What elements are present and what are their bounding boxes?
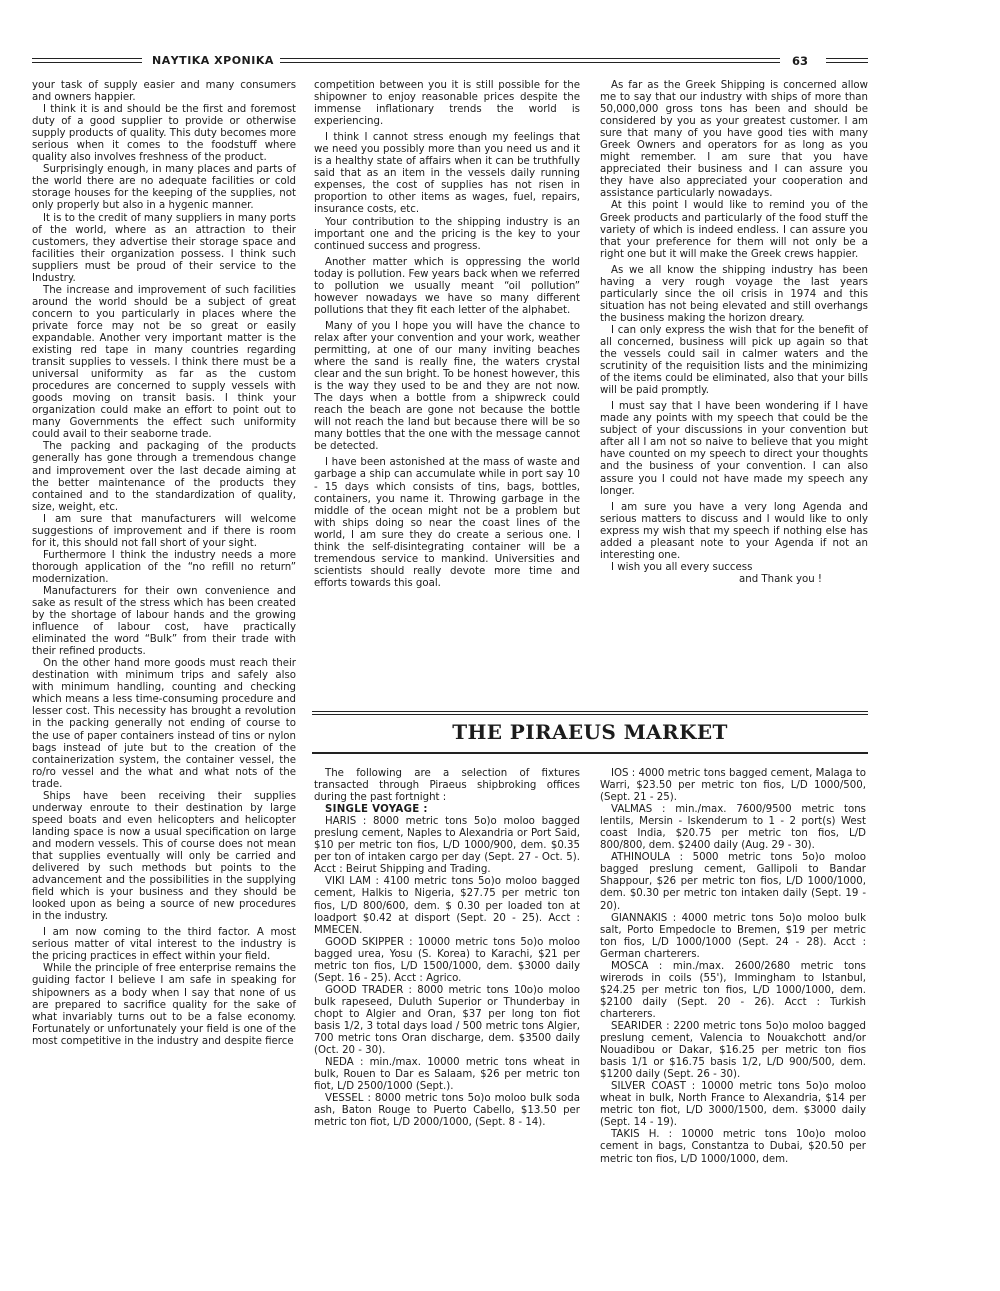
article-column-3 bbox=[600, 80, 868, 586]
paragraph: I think I cannot stress enough my feelings that we need you possibly more than you need us and it is a healthy state of affairs when it can be truthfully said that as an item in the vessels daily running expenses, the cost of supplies has not risen in proportion to other items as wages, fuel, repairs, insurance costs, etc. bbox=[314, 132, 580, 216]
piraeus-column-left bbox=[314, 768, 580, 1129]
fixture-entry: NEDA : min./max. 10000 metric tons wheat in bulk, Rouen to Dar es Salaam, $26 per metric ton fiot, L/D 2500/1000 (Sept.). bbox=[314, 1057, 580, 1093]
paragraph: The packing and packaging of the products generally has gone through a tremendous change and improvement over the last decade aiming at the better maintenance of the products they contained and to the standardization of quality, size, weight, etc. bbox=[32, 441, 296, 513]
section-subheading: SINGLE VOYAGE : bbox=[325, 804, 428, 816]
piraeus-column-right bbox=[600, 768, 866, 1166]
magazine-title: ΝΑΥΤΙΚΑ ΧΡΟΝΙΚΑ bbox=[152, 54, 274, 67]
paragraph: At this point I would like to remind you of the Greek products and particularly of the food stuff the variety of which is indeed endless. I can assure you that your preference for them will not only be a right one but it will make the Greek crews happier. bbox=[600, 200, 868, 260]
fixture-entry: ATHINOULA : 5000 metric tons 5o)o moloo bagged preslung cement, Gallipoli to Bandar Shappour, $26 per metric ton fios, L/D 1000/1000, dem. $0.30 per metric ton intaken daily (Sept. 19 - 20). bbox=[600, 852, 866, 912]
paragraph: Ships have been receiving their supplies underway enroute to their destination by large speed boats and even helicopters and helicopter landing space is now a usual specification on large and modern vessels. This of course does not mean that supplies eventually will only be carried and delivered by such methods but points to the advancement and the possibilities in the supplying field which is your business and they should be looked upon as being a source of new procedures in the industry. bbox=[32, 790, 296, 923]
paragraph: It is to the credit of many suppliers in many ports of the world, where as an attraction to their customers, they advertise their storage space and facilities their organization possess. I think such suppliers must be proud of their service to the Industry. bbox=[32, 212, 296, 284]
paragraph: While the principle of free enterprise remains the guiding factor I believe I am safe in speaking for shipowners as a body when I say that none of us are prepared to sacrifice quality for the sake of what invariably turns out to be a false economy. Fortunately or unfortunately your field is one of the most competitive in the industry and despite fierce bbox=[32, 963, 296, 1047]
fixture-entry: SEARIDER : 2200 metric tons 5o)o moloo bagged preslung cement, Valencia to Nouakchott and/or Nouadibou or Dakar, $16.25 per metric ton fios basis 1/1 or $16.75 basis 1/2, L/D 900/500, dem. $1200 daily (Sept. 26 - 30). bbox=[600, 1020, 866, 1081]
fixture-entry: HARIS : 8000 metric tons 5o)o moloo bagged preslung cement, Naples to Alexandria or Port Said, $10 per metric ton fios, L/D 1000/900, dem. $0.35 per ton of intaken cargo per day (Sept. 27 - Oct. 5). Acct : Beirut Shipping and Trading. bbox=[314, 816, 580, 876]
paragraph: I have been astonished at the mass of waste and garbage a ship can accumulate while in port say 10 - 15 days which consists of tins, bags, bottles, containers, you name it. Throwing garbage in the middle of the ocean might not be a problem but with ships doing so near the coast lines of the world, I am sure they do create a serious one. I think the self-disintegrating container will be a tremendous service to mankind. Universities and scientists should really devote more time and efforts towards this goal. bbox=[314, 457, 580, 589]
paragraph: Furthermore I think the industry needs a more thorough application of the “no refill no return” modernization. bbox=[32, 549, 296, 585]
fixture-entry: TAKIS H. : 10000 metric tons 10o)o moloo cement in bags, Constantza to Dubai, $20.50 per metric ton fios, L/D 1000/1000, dem. bbox=[600, 1129, 866, 1165]
intro-paragraph: The following are a selection of fixtures transacted through Piraeus shipbroking offices during the past fortnight : bbox=[314, 768, 580, 804]
closing-line: and Thank you ! bbox=[739, 573, 822, 585]
fixture-entry: SILVER COAST : 10000 metric tons 5o)o moloo wheat in bulk, North France to Alexandria, $14 per metric ton fiot, L/D 3000/1500, dem. $3000 daily (Sept. 14 - 19). bbox=[600, 1081, 866, 1129]
paragraph: I think it is and should be the first and foremost duty of a good supplier to provide or otherwise supply products of quality. This duty becomes more serious when it comes to the foodstuff where quality also involves freshness of the product. bbox=[32, 104, 296, 164]
article-column-1 bbox=[32, 80, 296, 1048]
paragraph: I am sure that manufacturers will welcome suggestions of improvement and if there is room for it, this should not fall short of your sight. bbox=[32, 513, 296, 549]
paragraph: I am now coming to the third factor. A most serious matter of vital interest to the industry is the pricing practices in effect within your field. bbox=[32, 927, 296, 963]
paragraph: On the other hand more goods must reach their destination with minimum trips and safely also with minimum handling, counting and checking which means a less time-consuming procedure and lesser cost. This necessity has brought a revolution in the packing generally not ending of course to the use of paper containers instead of tins or nylon bags instead of jute but to the creation of the containerization system, the container vessel, the ro/ro vessel and the what and what nots of the trade. bbox=[32, 658, 296, 790]
title-rule-top bbox=[312, 711, 868, 712]
header-rule bbox=[280, 58, 780, 59]
title-rule-bottom bbox=[312, 752, 868, 754]
fixture-entry: VIKI LAM : 4100 metric tons 5o)o moloo bagged cement, Halkis to Nigeria, $27.75 per metric ton fios, L/D 800/600, dem. $ 0.30 per loaded ton at loadport $0.42 at disport (Sept. 20 - 25). Acct : MMECEN. bbox=[314, 876, 580, 936]
header-rule bbox=[32, 62, 142, 63]
paragraph: competition between you it is still possible for the shipowner to enjoy reasonable prices despite the immense inflationary trends the world is experiencing. bbox=[314, 80, 580, 128]
paragraph: Many of you I hope you will have the chance to relax after your convention and your work, weather permitting, at one of our many inviting beaches where the sand is really fine, the waters crystal clear and the sun bright. To be honest however, this is the way they used to be and they are not now. The days when a bottle from a shipwreck could reach the beach are gone not because the bottle will not reach the land but because there will be so many bottles that the one with the message cannot be detected. bbox=[314, 320, 580, 453]
fixture-entry: GIANNAKIS : 4000 metric tons 5o)o moloo bulk salt, Porto Empedocle to Bremen, $19 per metric ton fios, L/D 1000/1000 (Sept. 24 - 28). Acct : German charterers. bbox=[600, 912, 866, 960]
fixture-entry: IOS : 4000 metric tons bagged cement, Malaga to Warri, $23.50 per metric ton fios, L/D 1000/500, (Sept. 21 - 25). bbox=[600, 768, 866, 804]
section-title: THE PIRAEUS MARKET bbox=[452, 720, 728, 744]
paragraph: I can only express the wish that for the benefit of all concerned, business will pick up again so that the vessels could sail in calmer waters and the scrutinity of the requisition lists and the minimizing of the items could be eliminated, also that your bills will be paid promptly. bbox=[600, 324, 868, 397]
paragraph: Another matter which is oppressing the world today is pollution. Few years back when we referred to pollution we usually meant “oil pollution” however nowadays we have so many different pollutions that they fit each letter of the alphabet. bbox=[314, 256, 580, 316]
paragraph: I am sure you have a very long Agenda and serious matters to discuss and I would like to only express my wish that my speech if nothing else has added a pleasant note to your Agenda if not an interesting one. bbox=[600, 501, 868, 561]
paragraph: Surprisingly enough, in many places and parts of the world there are no adequate facilities or cold storage houses for the keeping of the supplies, not only properly but also in a hygenic manner. bbox=[32, 164, 296, 212]
header-rule bbox=[826, 58, 868, 59]
page-number: 63 bbox=[792, 54, 809, 68]
fixture-entry: VESSEL : 8000 metric tons 5o)o moloo bulk soda ash, Baton Rouge to Puerto Cabello, $13.50 per metric ton fiot, L/D 2000/1000, (Sept. 8 - 14). bbox=[314, 1093, 580, 1129]
header-rule bbox=[32, 58, 142, 59]
fixture-entry: VALMAS : min./max. 7600/9500 metric tons lentils, Mersin - Iskenderum to 1 - 2 port(s) West coast India, $20.75 per metric ton fios, L/D 800/800, dem. $2400 daily (Aug. 29 - 30). bbox=[600, 804, 866, 852]
article-column-2 bbox=[314, 80, 580, 590]
title-rule-top bbox=[312, 714, 868, 715]
header-rule bbox=[826, 62, 868, 63]
paragraph: As far as the Greek Shipping is concerned allow me to say that our industry with ships of more than 50,000,000 gross tons has been and should be considered by you as your greatest customer. I am sure that many of you have good ties with many Greek Owners and operators for as long as you might remember. I am sure that you have appreciated their business and I can assure you they have also appreciated your cooperation and assistance particularly nowadays. bbox=[600, 80, 868, 200]
paragraph: As we all know the shipping industry has been having a very rough voyage the last years particularly since the oil crisis in 1974 and this situation has not being elevated and still overhangs the business making the horizon dreary. bbox=[600, 264, 868, 324]
paragraph: I wish you all every success bbox=[611, 561, 753, 573]
paragraph: Manufacturers for their own convenience and sake as result of the stress which has been created by the shortage of labour hands and the growing influence of labour cost, have practically eliminated the word “Bulk” from their trade with their refined products. bbox=[32, 585, 296, 658]
running-header bbox=[32, 54, 868, 68]
fixture-entry: MOSCA : min./max. 2600/2680 metric tons wirerods in coils (55'), Immingham to Istanbul, $24.25 per metric ton fios, L/D 1000/1000, dem. $2100 daily (Sept. 20 - 26). Acct : Turkish charterers. bbox=[600, 960, 866, 1020]
paragraph: I must say that I have been wondering if I have made any points with my speech that could be the subject of your discussions in your convention but after all I am not so naive to believe that you might have counted on my speech to direct your thoughts and the business of your convention. I can also assure you I could not have made my speech any longer. bbox=[600, 401, 868, 497]
paragraph: The increase and improvement of such facilities around the world should be a subject of great concern to you particularly in places where the private force may not be so great or easily expandable. Another very important matter is the existing red tape in many countries regarding transit supplies to vessels. I think there must be a universal uniformity as far as the custom procedures are concerned to supply vessels with goods moving on transit basis. I think your organization could make an effort to point out to many Governments the effect such uniformity could avail to their seaborne trade. bbox=[32, 284, 296, 441]
paragraph: Your contribution to the shipping industry is an important one and the pricing is the key to your continued success and progress. bbox=[314, 216, 580, 252]
paragraph: your task of supply easier and many consumers and owners happier. bbox=[32, 80, 296, 104]
fixture-entry: GOOD SKIPPER : 10000 metric tons 5o)o moloo bagged urea, Yosu (S. Korea) to Karachi, $21 per metric ton fios, L/D 1500/1000, dem. $3000 daily (Sept. 16 - 25). Acct : Agrico. bbox=[314, 936, 580, 984]
fixture-entry: GOOD TRADER : 8000 metric tons 10o)o moloo bulk rapeseed, Duluth Superior or Thunderbay in chopt to Algier and Oran, $37 per long ton fiot basis 1/2, 3 total days load / 500 metric tons Algier, 700 metric tons Oran discharge, dem. $3500 daily (Oct. 20 - 30). bbox=[314, 984, 580, 1057]
header-rule bbox=[280, 62, 780, 63]
